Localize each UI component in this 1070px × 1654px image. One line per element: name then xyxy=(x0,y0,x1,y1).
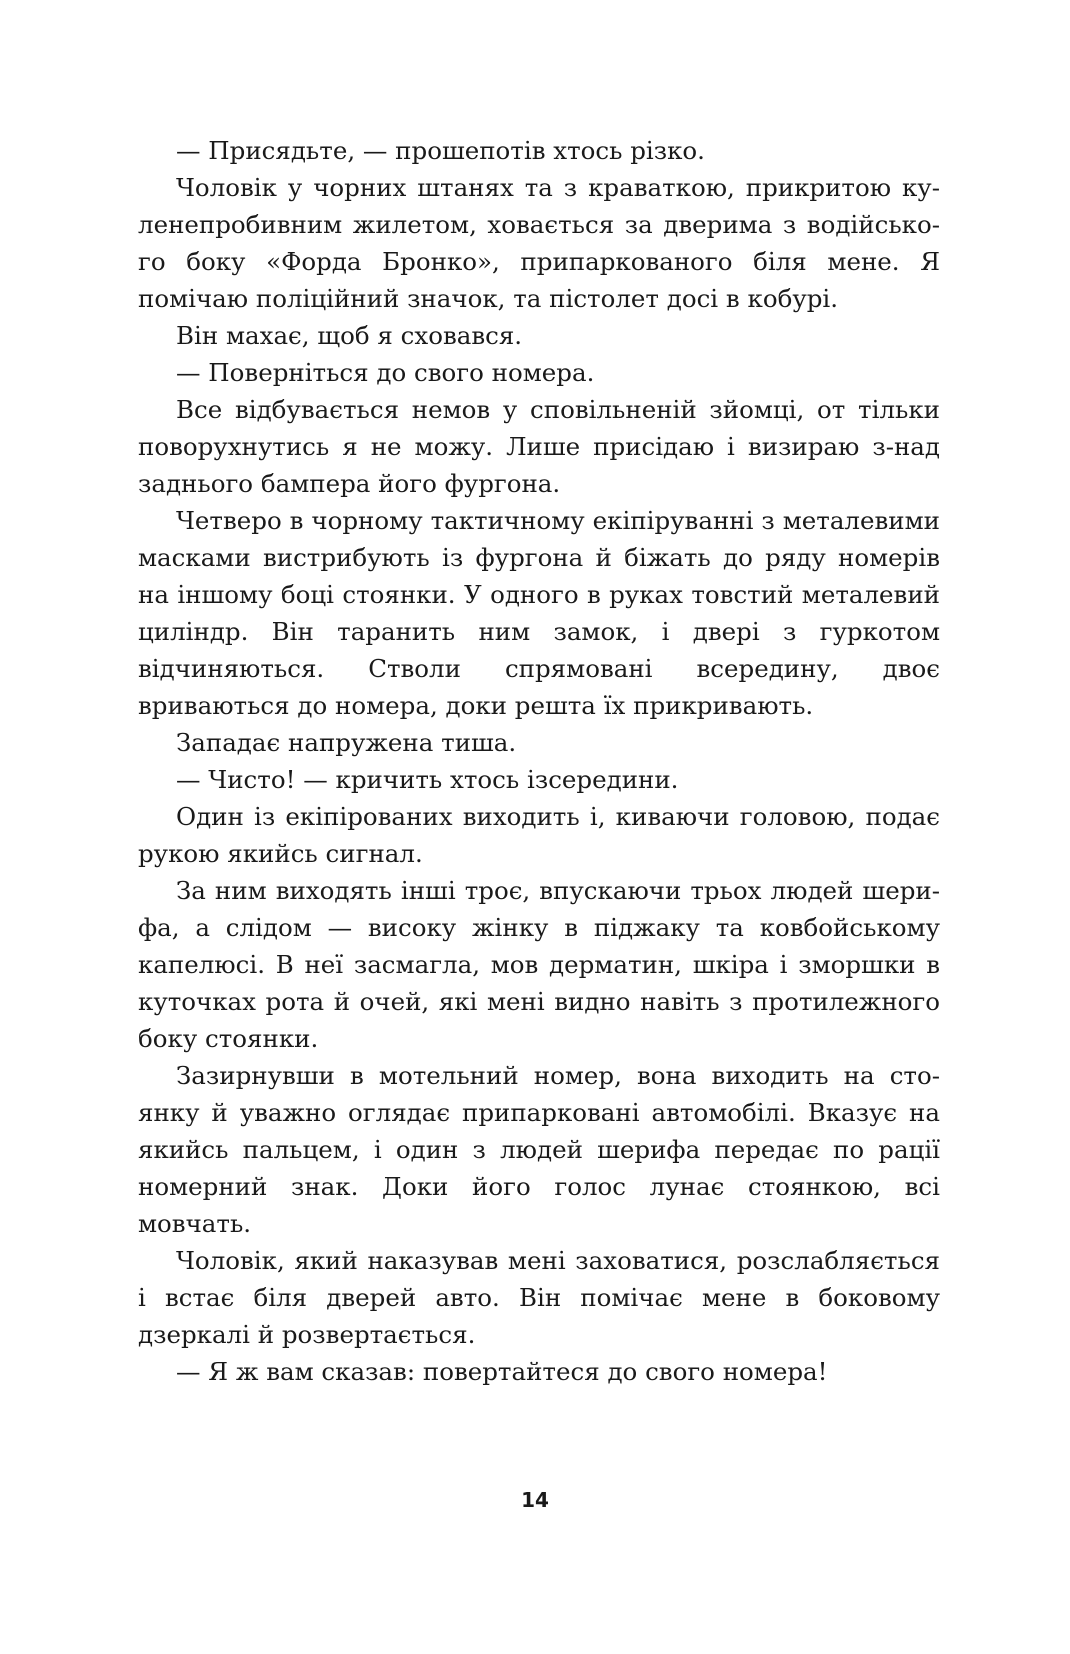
paragraph: Чоловік у чорних штанях та з краваткою, прикритою куленепробивним жилетом, ховається за дверима з водійського боку «Форда Бронко», припаркованого біля мене. Я помічаю поліційний значок, та пістолет досі в кобурі. xyxy=(138,173,940,313)
paragraph: Четверо в чорному тактичному екіпіруванні з металевими масками вистрибують із фургона й біжать до ряду номерів на іншому боці стоянки. У одного в руках товстий металевий циліндр. Він таранить ним замок, і двері з гуркотом відчиняються. Стволи спрямовані всередину, двоє вриваються до номера, доки решта їх прикривають. xyxy=(138,506,940,720)
paragraph: Один із екіпірованих виходить і, киваючи головою, подає рукою якийсь сигнал. xyxy=(138,802,940,868)
paragraph: Все відбувається немов у сповільненій зйомці, от тільки поворухнутись я не можу. Лише присідаю і визираю з-над заднього бампера його фургона. xyxy=(138,395,940,498)
paragraph: — Чисто! — кричить хтось ізсередини. xyxy=(176,765,679,794)
paragraph: За ним виходять інші троє, впускаючи трьох людей шерифа, а слідом — високу жінку в піджаку та ковбойському капелюсі. В неї засмагла, мов дерматин, шкіра і зморшки в куточках рота й очей, які мені видно навіть з протилежного боку стоянки. xyxy=(138,876,940,1053)
paragraph: Западає напружена тиша. xyxy=(176,728,517,757)
body-text xyxy=(138,132,940,1390)
paragraph: Чоловік, який наказував мені заховатися, розслабляється і встає біля дверей авто. Він помічає мене в боковому дзеркалі й розвертається. xyxy=(138,1246,940,1349)
paragraph: — Я ж вам сказав: повертайтеся до свого номера! xyxy=(176,1357,828,1386)
paragraph: — Присядьте, — прошепотів хтось різко. xyxy=(176,136,705,165)
paragraph: Зазирнувши в мотельний номер, вона виходить на стоянку й уважно оглядає припарковані автомобілі. Вказує на якийсь пальцем, і один з людей шерифа передає по рації номерний знак. Доки його голос лунає стоянкою, всі мовчать. xyxy=(138,1061,940,1238)
page-number: 14 xyxy=(521,1488,549,1512)
paragraph: Він махає, щоб я сховався. xyxy=(176,321,523,350)
paragraph: — Поверніться до свого номера. xyxy=(176,358,595,387)
